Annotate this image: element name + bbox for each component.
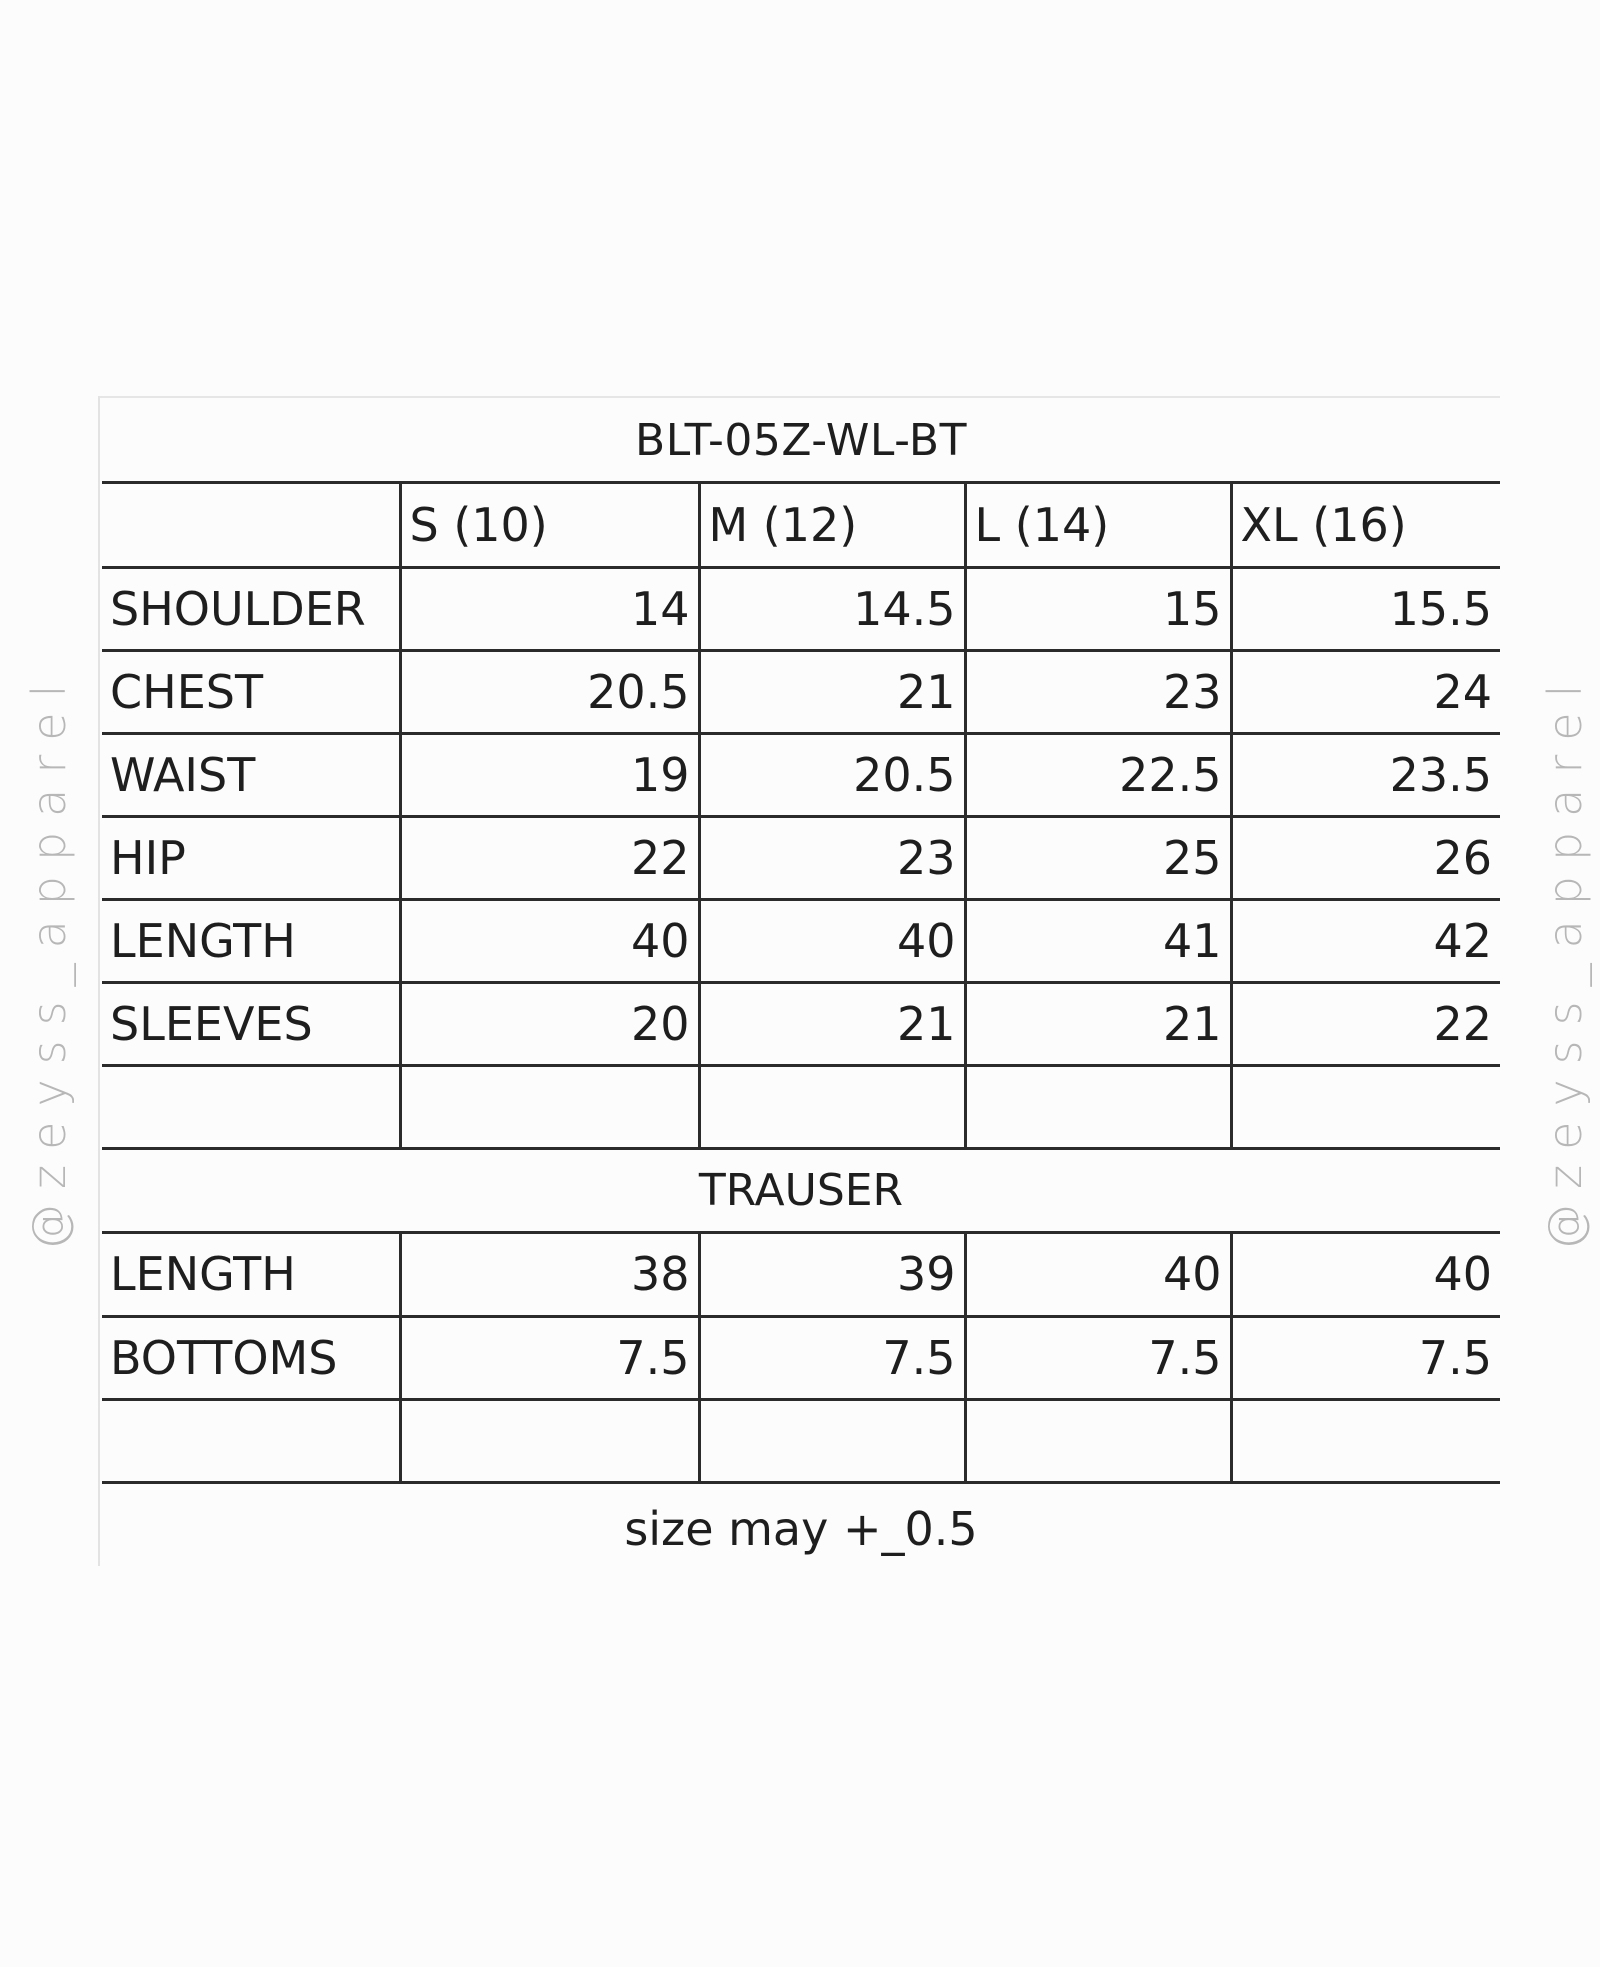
measurement-value: 39 bbox=[699, 1234, 965, 1317]
measurement-row bbox=[102, 650, 1500, 733]
trouser-size-table bbox=[102, 1234, 1500, 1485]
empty-cell bbox=[400, 1065, 699, 1148]
measurement-row bbox=[102, 567, 1500, 650]
measurement-value: 21 bbox=[699, 650, 965, 733]
empty-cell bbox=[1231, 1400, 1500, 1483]
empty-row bbox=[102, 1065, 1500, 1148]
measurement-row bbox=[102, 899, 1500, 982]
measurement-value: 38 bbox=[400, 1234, 699, 1317]
measurement-row bbox=[102, 982, 1500, 1065]
size-header-blank bbox=[102, 484, 400, 567]
measurement-label: HIP bbox=[102, 816, 400, 899]
empty-cell bbox=[102, 1400, 400, 1483]
measurement-row bbox=[102, 733, 1500, 816]
measurement-label: BOTTOMS bbox=[102, 1317, 400, 1400]
measurement-value: 20.5 bbox=[400, 650, 699, 733]
size-header-xl: XL (16) bbox=[1231, 484, 1500, 567]
empty-cell bbox=[1231, 1065, 1500, 1148]
measurement-value: 15 bbox=[965, 567, 1231, 650]
size-header-row bbox=[102, 484, 1500, 567]
size-chart bbox=[102, 400, 1500, 1574]
sheet-top-edge bbox=[98, 396, 1500, 398]
measurement-value: 40 bbox=[1231, 1234, 1500, 1317]
measurement-value: 14.5 bbox=[699, 567, 965, 650]
size-header-s: S (10) bbox=[400, 484, 699, 567]
measurement-value: 19 bbox=[400, 733, 699, 816]
measurement-value: 20 bbox=[400, 982, 699, 1065]
measurement-value: 20.5 bbox=[699, 733, 965, 816]
measurement-value: 40 bbox=[699, 899, 965, 982]
size-header-l: L (14) bbox=[965, 484, 1231, 567]
measurement-label: LENGTH bbox=[102, 1234, 400, 1317]
empty-cell bbox=[965, 1065, 1231, 1148]
empty-cell bbox=[102, 1065, 400, 1148]
measurement-label: SLEEVES bbox=[102, 982, 400, 1065]
measurement-label: SHOULDER bbox=[102, 567, 400, 650]
measurement-value: 21 bbox=[965, 982, 1231, 1065]
measurement-value: 25 bbox=[965, 816, 1231, 899]
watermark-right: @zeyss_apparel bbox=[1538, 669, 1592, 1250]
sheet-left-edge bbox=[98, 396, 100, 1566]
measurement-label: CHEST bbox=[102, 650, 400, 733]
empty-cell bbox=[699, 1400, 965, 1483]
measurement-value: 15.5 bbox=[1231, 567, 1500, 650]
measurement-value: 23.5 bbox=[1231, 733, 1500, 816]
measurement-value: 7.5 bbox=[400, 1317, 699, 1400]
measurement-value: 40 bbox=[965, 1234, 1231, 1317]
measurement-value: 26 bbox=[1231, 816, 1500, 899]
trouser-heading: TRAUSER bbox=[102, 1150, 1500, 1234]
measurement-label: WAIST bbox=[102, 733, 400, 816]
size-tolerance-note: size may +_0.5 bbox=[624, 1502, 978, 1556]
measurement-value: 7.5 bbox=[699, 1317, 965, 1400]
measurement-value: 41 bbox=[965, 899, 1231, 982]
measurement-row bbox=[102, 816, 1500, 899]
size-header-m: M (12) bbox=[699, 484, 965, 567]
chart-title: BLT-05Z-WL-BT bbox=[102, 400, 1500, 484]
measurement-value: 22 bbox=[400, 816, 699, 899]
empty-cell bbox=[965, 1400, 1231, 1483]
measurement-value: 22.5 bbox=[965, 733, 1231, 816]
measurement-value: 22 bbox=[1231, 982, 1500, 1065]
trouser-measurement-row bbox=[102, 1317, 1500, 1400]
measurement-value: 7.5 bbox=[1231, 1317, 1500, 1400]
measurement-value: 23 bbox=[965, 650, 1231, 733]
empty-cell bbox=[400, 1400, 699, 1483]
top-size-table bbox=[102, 484, 1500, 1150]
trouser-measurement-row bbox=[102, 1234, 1500, 1317]
empty-cell bbox=[699, 1065, 965, 1148]
measurement-value: 21 bbox=[699, 982, 965, 1065]
measurement-value: 40 bbox=[400, 899, 699, 982]
measurement-value: 42 bbox=[1231, 899, 1500, 982]
measurement-value: 14 bbox=[400, 567, 699, 650]
watermark-left: @zeyss_apparel bbox=[22, 669, 76, 1250]
measurement-value: 23 bbox=[699, 816, 965, 899]
empty-row bbox=[102, 1400, 1500, 1483]
measurement-label: LENGTH bbox=[102, 899, 400, 982]
measurement-value: 7.5 bbox=[965, 1317, 1231, 1400]
measurement-value: 24 bbox=[1231, 650, 1500, 733]
